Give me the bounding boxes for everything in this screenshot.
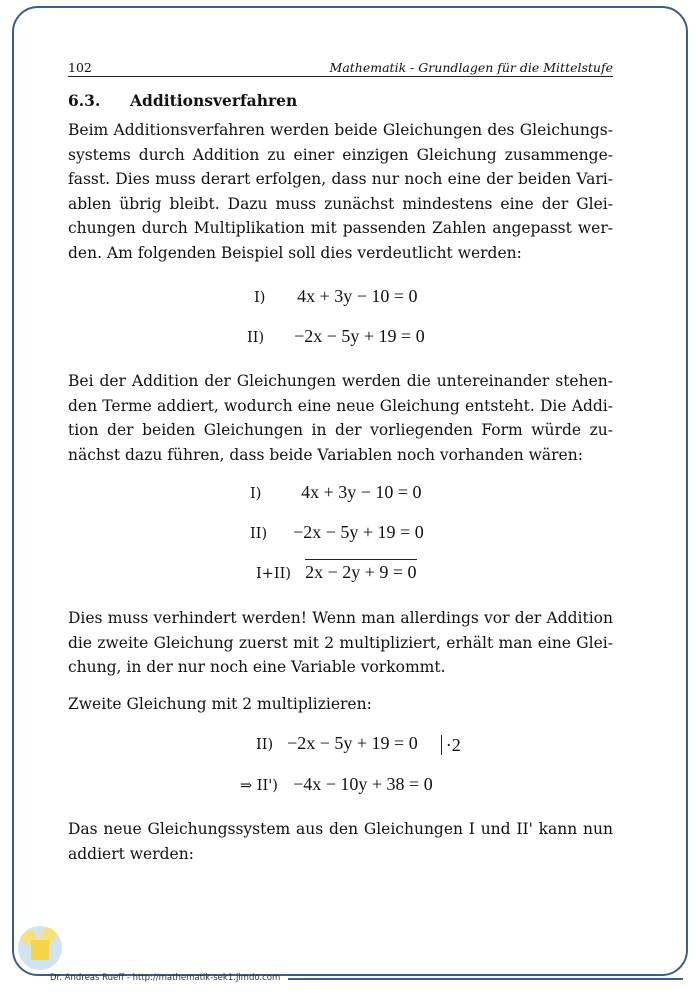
page-number: 102 xyxy=(68,60,92,75)
equation-row xyxy=(256,733,461,755)
equation-row xyxy=(254,286,418,307)
page-header xyxy=(68,60,613,77)
section-title: Additionsverfahren xyxy=(130,91,298,110)
equation-label: ⇒ II') xyxy=(240,778,278,794)
equation-row xyxy=(240,774,433,795)
equation-label: I+II) xyxy=(256,566,291,582)
equation-row xyxy=(256,562,417,583)
equation-expression: 2x − 2y + 9 = 0 xyxy=(305,559,416,582)
equation-label: II) xyxy=(247,330,265,346)
equation-label: I) xyxy=(250,486,262,502)
paragraph-intro: Beim Additionsverfahren werden beide Gleichungen des Gleichungssystems durch Addition zu einer einzigen Gleichung zusammengefasst. Dies muss derart erfolgen, dass nur noch eine der beiden Variablen übrig bleibt. Dazu muss zunächst mindestens eine der Gleichungen durch Multiplikation mit passenden Zahlen angepasst werden. Am folgenden Beispiel soll dies verdeutlicht werden: xyxy=(68,121,613,262)
paragraph-prevent: Dies muss verhindert werden! Wenn man allerdings vor der Addition die zweite Gleichung zuerst mit 2 multipliziert, erhält man eine Gleichung, in der nur noch eine Variable vorkommt. xyxy=(68,609,613,676)
footer-divider xyxy=(288,978,683,980)
equation-label: II) xyxy=(256,737,274,753)
paragraph-addition: Bei der Addition der Gleichungen werden die untereinander stehenden Terme addiert, wodurch eine neue Gleichung entsteht. Die Addition der beiden Gleichungen in der vorliegenden Form würde zunächst dazu führen, dass beide Variablen noch vorhanden wären: xyxy=(68,372,613,464)
equation-expression: −2x − 5y + 19 = 0 xyxy=(287,733,418,753)
page-footer xyxy=(18,926,688,986)
equation-expression: −4x − 10y + 38 = 0 xyxy=(293,774,433,794)
equation-row xyxy=(250,482,422,503)
book-title: Mathematik - Grundlagen für die Mittelstufe xyxy=(329,60,613,75)
equation-row xyxy=(250,522,424,543)
section-number: 6.3. xyxy=(68,91,101,110)
equation-operation: ·2 xyxy=(441,735,461,755)
equation-expression: 4x + 3y − 10 = 0 xyxy=(297,286,418,306)
equation-expression: 4x + 3y − 10 = 0 xyxy=(301,482,422,502)
pythagoras-logo-icon xyxy=(18,926,62,970)
footer-credit: Dr. Andreas Rueff - http://mathematik-sek1.jimdo.com xyxy=(50,973,281,983)
section-heading xyxy=(68,91,297,110)
paragraph-multiply: Zweite Gleichung mit 2 multiplizieren: xyxy=(68,695,372,713)
equation-expression: −2x − 5y + 19 = 0 xyxy=(293,522,424,542)
equation-label: I) xyxy=(254,290,266,306)
equation-row xyxy=(247,326,425,347)
paragraph-new-system: Das neue Gleichungssystem aus den Gleichungen I und II' kann nun addiert werden: xyxy=(68,820,613,863)
equation-expression: −2x − 5y + 19 = 0 xyxy=(294,326,425,346)
equation-label: II) xyxy=(250,526,268,542)
